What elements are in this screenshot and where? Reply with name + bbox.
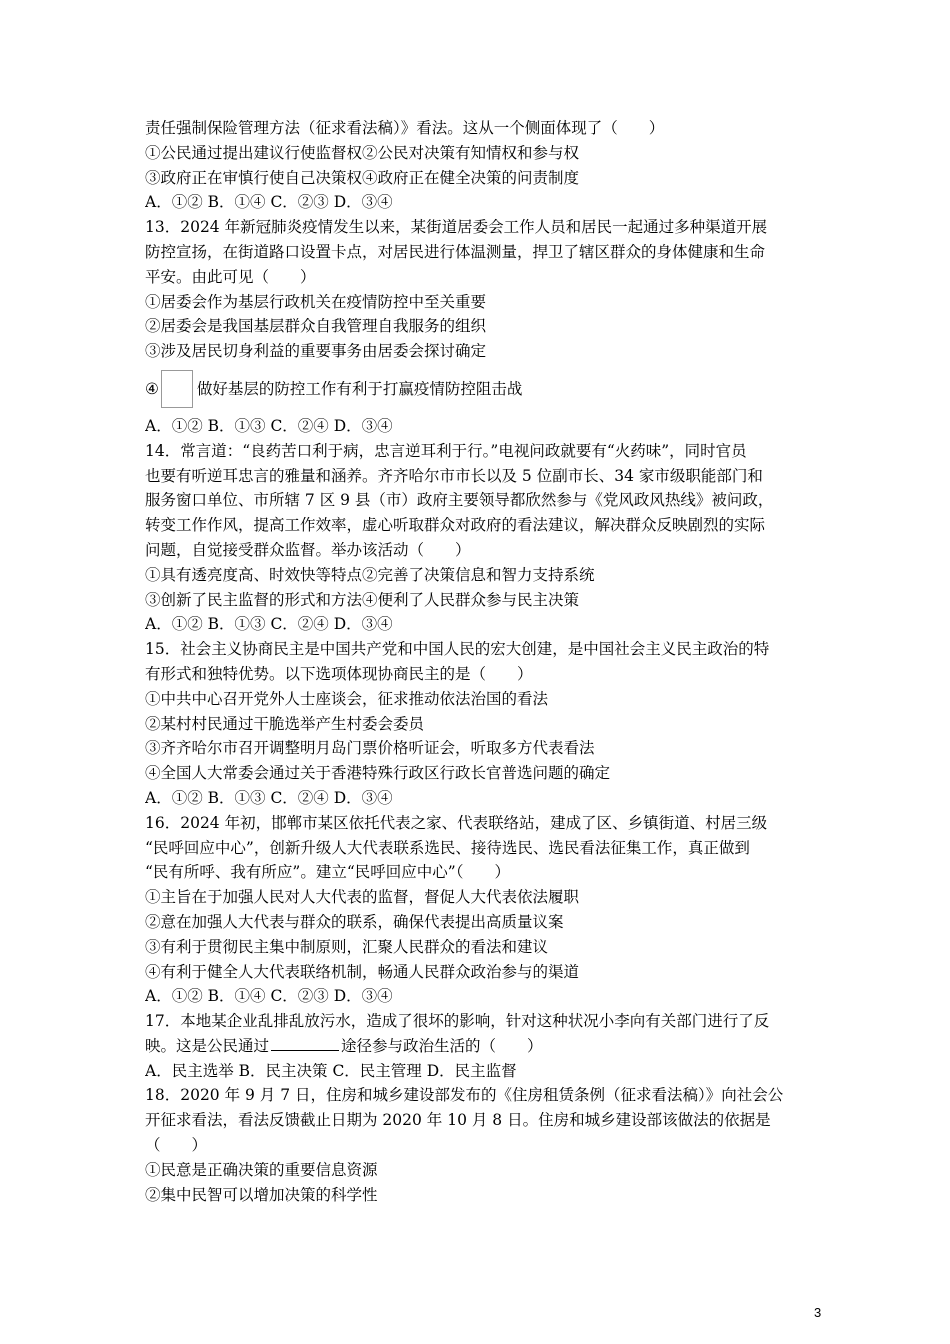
- option-line: ①民意是正确决策的重要信息资源: [145, 1160, 378, 1179]
- text-line: 转变工作作风，提高工作效率，虚心听取群众对政府的看法建议，解决群众反映剧烈的实际: [145, 516, 766, 535]
- option-line: ①公民通过提出建议行使监督权②公民对决策有知情权和参与权: [145, 143, 580, 162]
- option-line: ③政府正在审慎行使自己决策权④政府正在健全决策的问责制度: [145, 168, 580, 187]
- answer-choices: A．①② B．①③ C．②④ D．③④: [145, 615, 393, 634]
- text-line: 平安。由此可见（ ）: [145, 267, 316, 286]
- text-line: 也要有听逆耳忠言的雅量和涵养。齐齐哈尔市市长以及 5 位副市长、34 家市级职能部门和: [145, 466, 763, 485]
- text-segment: 途径参与政治生活的（ ）: [341, 1036, 543, 1055]
- text-line: “民有所呼、我有所应”。建立“民呼回应中心”（ ）: [145, 863, 510, 882]
- text-line: 有形式和独特优势。以下选项体现协商民主的是（ ）: [145, 664, 533, 683]
- text-line: 开征求看法，看法反馈截止日期为 2020 年 10 月 8 日。住房和城乡建设部该做法的依据是: [145, 1111, 771, 1130]
- option-line: ③涉及居民切身利益的重要事务由居委会探讨确定: [145, 342, 487, 361]
- question-17-stem: 17．本地某企业乱排乱放污水，造成了很坏的影响，针对这种状况小李向有关部门进行了反: [145, 1012, 770, 1031]
- question-13-stem: 13．2024 年新冠肺炎疫情发生以来，某街道居委会工作人员和居民一起通过多种渠道开展: [145, 218, 768, 237]
- text-line: [145, 1034, 810, 1059]
- inline-image-placeholder: [161, 370, 193, 408]
- question-16-stem: 16．2024 年初，邯郸市某区依托代表之家、代表联络站，建成了区、乡镇街道、村居三级: [145, 813, 768, 832]
- text-line: （ ）: [145, 1136, 208, 1155]
- option-line: ④全国人大常委会通过关于香港特殊行政区行政长官普选问题的确定: [145, 764, 611, 783]
- question-18-stem: 18．2020 年 9 月 7 日，住房和城乡建设部发布的《住房租赁条例（征求看法稿）》向社会公: [145, 1086, 784, 1105]
- option-line: ②意在加强人大代表与群众的联系，确保代表提出高质量议案: [145, 912, 564, 931]
- answer-choices: A．①② B．①④ C．②③ D．③④: [145, 193, 393, 212]
- text-segment: 映。这是公民通过: [145, 1036, 270, 1055]
- option-line: ①中共中心召开党外人士座谈会，征求推动依法治国的看法: [145, 689, 549, 708]
- option-line: ④有利于健全人大代表联络机制，畅通人民群众政治参与的渠道: [145, 962, 580, 981]
- page-number: 3: [814, 1305, 822, 1320]
- page-content: [145, 116, 810, 1207]
- answer-choices: A．①② B．①③ C．②④ D．③④: [145, 788, 393, 807]
- answer-choices: A．①② B．①③ C．②④ D．③④: [145, 416, 393, 435]
- option-line: ①居委会作为基层行政机关在疫情防控中至关重要: [145, 292, 487, 311]
- option-line: ②某村村民通过干脆选举产生村委会委员: [145, 714, 425, 733]
- option-line: ②居委会是我国基层群众自我管理自我服务的组织: [145, 317, 487, 336]
- text-line: 责任强制保险管理方法（征求看法稿）》看法。这从一个侧面体现了（ ）: [145, 119, 665, 137]
- text-line: “民呼回应中心”，创新升级人大代表联系选民、接待选民、选民看法征集工作，真正做到: [145, 838, 750, 857]
- text-line: 服务窗口单位、市所辖 7 区 9 县（市）政府主要领导都欣然参与《党风政风热线》被问政，: [145, 491, 774, 510]
- question-15-stem: 15．社会主义协商民主是中国共产党和中国人民的宏大创建，是中国社会主义民主政治的特: [145, 640, 770, 659]
- option-line: ③有利于贯彻民主集中制原则，汇聚人民群众的看法和建议: [145, 937, 549, 956]
- option-line: ③齐齐哈尔市召开调整明月岛门票价格听证会，听取多方代表看法: [145, 739, 595, 758]
- fill-in-blank: [271, 1035, 339, 1051]
- option-line: [145, 364, 810, 414]
- option-marker: ④: [145, 379, 159, 398]
- option-line: ②集中民智可以增加决策的科学性: [145, 1185, 378, 1204]
- option-line: ①具有透亮度高、时效快等特点②完善了决策信息和智力支持系统: [145, 565, 595, 584]
- answer-choices: A．民主选举 B．民主决策 C．民主管理 D．民主监督: [145, 1061, 517, 1080]
- answer-choices: A．①② B．①④ C．②③ D．③④: [145, 987, 393, 1006]
- option-text: 做好基层的防控工作有利于打赢疫情防控阻击战: [196, 379, 523, 398]
- option-line: ①主旨在于加强人民对人大代表的监督，督促人大代表依法履职: [145, 888, 580, 907]
- text-line: 防控宣扬，在街道路口设置卡点，对居民进行体温测量，捍卫了辖区群众的身体健康和生命: [145, 242, 766, 261]
- question-14-stem: 14．常言道：“良药苦口利于病，忠言逆耳利于行。”电视问政就要有“火药味”，同时官员: [145, 441, 747, 460]
- text-line: 问题，自觉接受群众监督。举办该活动（ ）: [145, 540, 471, 559]
- option-line: ③创新了民主监督的形式和方法④便利了人民群众参与民主决策: [145, 590, 580, 609]
